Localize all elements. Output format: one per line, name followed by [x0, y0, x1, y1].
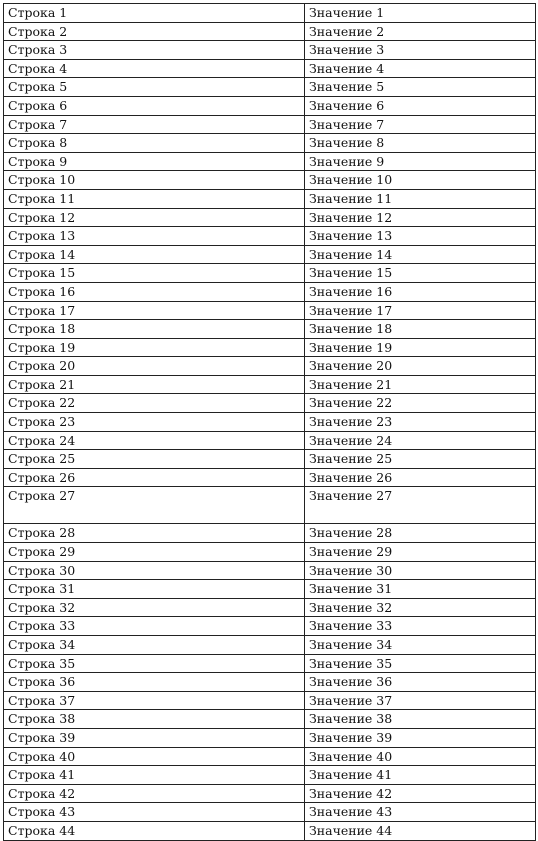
- term-cell: Строка 19: [4, 338, 305, 357]
- table-row: [4, 264, 536, 283]
- term-cell: Строка 18: [4, 320, 305, 339]
- translation-cell: Значение 33: [305, 617, 536, 636]
- table-row: [4, 227, 536, 246]
- table-row: [4, 580, 536, 599]
- term-cell: Строка 3: [4, 41, 305, 60]
- translation-cell: Значение 4: [305, 59, 536, 78]
- translation-cell: Значение 8: [305, 134, 536, 153]
- term-cell: Строка 16: [4, 282, 305, 301]
- term-cell: Строка 31: [4, 580, 305, 599]
- translation-cell: Значение 5: [305, 78, 536, 97]
- translation-cell: Значение 38: [305, 710, 536, 729]
- term-cell: Строка 23: [4, 413, 305, 432]
- translation-cell: Значение 17: [305, 301, 536, 320]
- translation-cell: Значение 37: [305, 691, 536, 710]
- term-cell: Строка 33: [4, 617, 305, 636]
- term-cell: Строка 29: [4, 543, 305, 562]
- glossary-body: [4, 4, 536, 841]
- term-cell: Строка 7: [4, 115, 305, 134]
- translation-cell: Значение 24: [305, 431, 536, 450]
- term-cell: Строка 28: [4, 524, 305, 543]
- table-row: [4, 710, 536, 729]
- translation-cell: Значение 21: [305, 375, 536, 394]
- translation-cell: Значение 29: [305, 543, 536, 562]
- term-cell: Строка 20: [4, 357, 305, 376]
- translation-cell: Значение 30: [305, 561, 536, 580]
- table-row: [4, 691, 536, 710]
- term-cell: Строка 1: [4, 4, 305, 23]
- table-row: [4, 598, 536, 617]
- translation-cell: Значение 23: [305, 413, 536, 432]
- translation-cell: Значение 13: [305, 227, 536, 246]
- term-cell: Строка 22: [4, 394, 305, 413]
- table-row: [4, 115, 536, 134]
- table-row: [4, 487, 536, 524]
- translation-cell: Значение 43: [305, 803, 536, 822]
- translation-cell: Значение 7: [305, 115, 536, 134]
- translation-cell: Значение 22: [305, 394, 536, 413]
- translation-cell: Значение 14: [305, 245, 536, 264]
- term-cell: Строка 6: [4, 96, 305, 115]
- term-cell: Строка 41: [4, 766, 305, 785]
- translation-cell: Значение 10: [305, 171, 536, 190]
- table-row: [4, 96, 536, 115]
- translation-cell: Значение 6: [305, 96, 536, 115]
- term-cell: Строка 34: [4, 636, 305, 655]
- term-cell: Строка 2: [4, 22, 305, 41]
- term-cell: Строка 40: [4, 747, 305, 766]
- term-cell: Строка 4: [4, 59, 305, 78]
- table-row: [4, 375, 536, 394]
- table-row: [4, 245, 536, 264]
- table-row: [4, 561, 536, 580]
- table-row: [4, 728, 536, 747]
- table-row: [4, 766, 536, 785]
- term-cell: Строка 11: [4, 189, 305, 208]
- term-cell: Строка 8: [4, 134, 305, 153]
- term-cell: Строка 26: [4, 468, 305, 487]
- term-cell: Строка 13: [4, 227, 305, 246]
- term-cell: Строка 10: [4, 171, 305, 190]
- translation-cell: Значение 11: [305, 189, 536, 208]
- names-glossary-table: [3, 3, 536, 841]
- table-row: [4, 617, 536, 636]
- table-row: [4, 282, 536, 301]
- table-row: [4, 59, 536, 78]
- table-row: [4, 673, 536, 692]
- translation-cell: Значение 16: [305, 282, 536, 301]
- translation-cell: Значение 34: [305, 636, 536, 655]
- translation-cell: Значение 42: [305, 784, 536, 803]
- table-row: [4, 171, 536, 190]
- term-cell: Строка 25: [4, 450, 305, 469]
- translation-cell: Значение 9: [305, 152, 536, 171]
- table-row: [4, 747, 536, 766]
- term-cell: Строка 27: [4, 487, 305, 524]
- table-row: [4, 413, 536, 432]
- translation-cell: Значение 3: [305, 41, 536, 60]
- translation-cell: Значение 20: [305, 357, 536, 376]
- table-row: [4, 22, 536, 41]
- table-row: [4, 468, 536, 487]
- table-row: [4, 320, 536, 339]
- translation-cell: Значение 44: [305, 821, 536, 840]
- table-row: [4, 301, 536, 320]
- table-row: [4, 821, 536, 840]
- term-cell: Строка 9: [4, 152, 305, 171]
- translation-cell: Значение 25: [305, 450, 536, 469]
- translation-cell: Значение 27: [305, 487, 536, 524]
- table-row: [4, 654, 536, 673]
- table-row: [4, 152, 536, 171]
- table-row: [4, 394, 536, 413]
- table-row: [4, 4, 536, 23]
- table-row: [4, 357, 536, 376]
- translation-cell: Значение 26: [305, 468, 536, 487]
- term-cell: Строка 44: [4, 821, 305, 840]
- translation-cell: Значение 40: [305, 747, 536, 766]
- table-row: [4, 524, 536, 543]
- translation-cell: Значение 18: [305, 320, 536, 339]
- term-cell: Строка 30: [4, 561, 305, 580]
- translation-cell: Значение 32: [305, 598, 536, 617]
- translation-cell: Значение 31: [305, 580, 536, 599]
- term-cell: Строка 17: [4, 301, 305, 320]
- term-cell: Строка 35: [4, 654, 305, 673]
- table-row: [4, 431, 536, 450]
- table-row: [4, 543, 536, 562]
- term-cell: Строка 15: [4, 264, 305, 283]
- translation-cell: Значение 15: [305, 264, 536, 283]
- translation-cell: Значение 41: [305, 766, 536, 785]
- term-cell: Строка 14: [4, 245, 305, 264]
- table-row: [4, 803, 536, 822]
- translation-cell: Значение 19: [305, 338, 536, 357]
- translation-cell: Значение 39: [305, 728, 536, 747]
- translation-cell: Значение 35: [305, 654, 536, 673]
- translation-cell: Значение 28: [305, 524, 536, 543]
- term-cell: Строка 21: [4, 375, 305, 394]
- term-cell: Строка 37: [4, 691, 305, 710]
- translation-cell: Значение 36: [305, 673, 536, 692]
- term-cell: Строка 32: [4, 598, 305, 617]
- term-cell: Строка 43: [4, 803, 305, 822]
- table-row: [4, 78, 536, 97]
- term-cell: Строка 12: [4, 208, 305, 227]
- term-cell: Строка 36: [4, 673, 305, 692]
- translation-cell: Значение 2: [305, 22, 536, 41]
- term-cell: Строка 39: [4, 728, 305, 747]
- table-row: [4, 784, 536, 803]
- table-row: [4, 636, 536, 655]
- term-cell: Строка 38: [4, 710, 305, 729]
- table-row: [4, 208, 536, 227]
- translation-cell: Значение 12: [305, 208, 536, 227]
- table-row: [4, 41, 536, 60]
- table-row: [4, 450, 536, 469]
- translation-cell: Значение 1: [305, 4, 536, 23]
- table-row: [4, 189, 536, 208]
- term-cell: Строка 42: [4, 784, 305, 803]
- term-cell: Строка 24: [4, 431, 305, 450]
- term-cell: Строка 5: [4, 78, 305, 97]
- table-row: [4, 338, 536, 357]
- table-row: [4, 134, 536, 153]
